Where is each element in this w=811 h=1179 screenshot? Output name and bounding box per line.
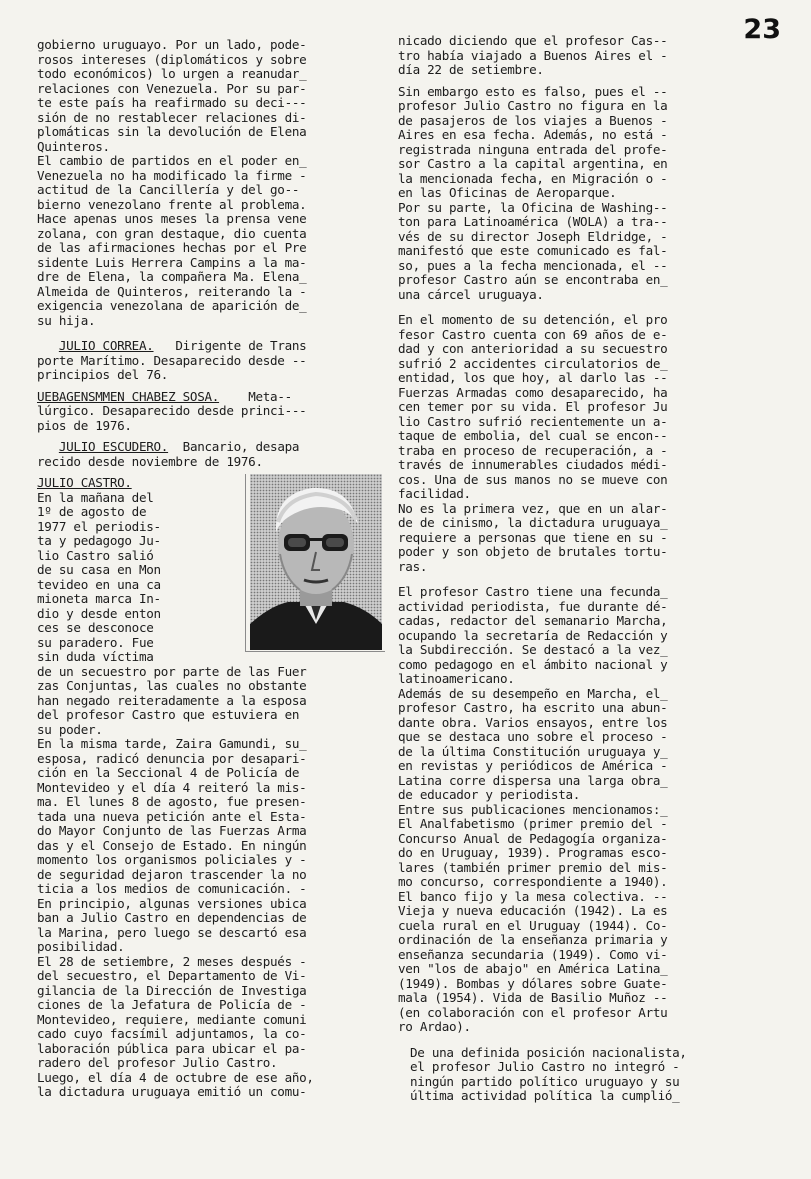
text-line: El 28 de setiembre, 2 meses después -	[37, 953, 307, 969]
text-line: de un secuestro por parte de las Fuer	[37, 663, 307, 679]
correa-name: JULIO CORREA.	[58, 338, 154, 353]
text-line: del secuestro, el Departamento de Vi-	[37, 968, 307, 983]
text-line: Por su parte, la Oficina de Washing--	[398, 199, 668, 215]
text-line: En principio, algunas versiones ubica	[37, 895, 307, 911]
text-line: Quinteros.	[37, 138, 110, 154]
text-line: profesor Castro aún se encontraba en_	[398, 272, 668, 287]
text-line: momento los organismos policiales y -	[37, 852, 307, 867]
text-line: mo concurso, correspondiente a 1940).	[398, 874, 668, 889]
text-line: dio y desde enton	[37, 605, 161, 621]
text-line: zolana, con gran destaque, dio cuenta	[37, 225, 307, 241]
text-line: ordinación de la enseñanza primaria y	[398, 932, 668, 947]
text-line: de la última Constitución uruguaya y_	[398, 743, 668, 759]
text-line: cen temer por su vida. El profesor Ju	[398, 399, 668, 414]
text-line: El Analfabetismo (primer premio del -	[398, 816, 668, 831]
text-line: posibilidad.	[37, 939, 125, 954]
text-line: de su casa en Mon	[37, 562, 161, 577]
text-line: El profesor Castro tiene una fecunda_	[398, 584, 668, 599]
text-line: Hace apenas unos meses la prensa vene	[37, 211, 307, 226]
text-line: ton para Latinoamérica (WOLA) a tra--	[398, 214, 668, 229]
text-line: en revistas y periódicos de América -	[398, 758, 668, 773]
text-line: en las Oficinas de Aeroparque.	[398, 185, 617, 200]
text-line: Almeida de Quinteros, reiterando la -	[37, 283, 307, 299]
escudero-line-1-text: Bancario, desapa	[182, 439, 300, 454]
text-line: de educador y periodista.	[398, 787, 581, 802]
text-line: gobierno uruguayo. Por un lado, pode-	[37, 37, 307, 52]
misma-tarde-paragraph	[37, 737, 385, 955]
text-line: sufrió 2 accidentes circulatorios de_	[398, 355, 668, 371]
text-line: Entre sus publicaciones mencionamos:_	[398, 801, 668, 817]
correa-line-2: porte Marítimo. Desaparecido desde --	[37, 352, 307, 368]
text-line: No es la primera vez, que en un alar-	[398, 500, 668, 516]
text-line: cado cuyo facsímil adjuntamos, la co-	[37, 1026, 307, 1041]
text-line: rosos intereses (diplomáticos y sobre	[37, 51, 307, 67]
text-line: la Marina, pero luego se descartó esa	[37, 924, 307, 940]
text-line: la dictadura uruguaya emitió un comu-	[37, 1084, 307, 1099]
escudero-line-2: recido desde noviembre de 1976.	[37, 453, 263, 469]
escudero-entry	[37, 440, 385, 469]
text-line: sin duda víctima	[37, 649, 154, 664]
text-line: de de cinismo, la dictadura uruguaya_	[398, 515, 668, 530]
text-line: ces se desconoce	[37, 620, 154, 635]
marcha-paragraph	[398, 687, 750, 803]
falso-paragraph	[398, 85, 750, 201]
fecunda-paragraph	[398, 585, 750, 687]
text-line: ro Ardao).	[398, 1019, 471, 1034]
text-line: En la misma tarde, Zaira Gamundi, su_	[37, 736, 307, 751]
text-line: Vieja y nueva educación (1942). La es	[398, 903, 668, 918]
cinismo-paragraph	[398, 502, 750, 575]
text-line: Sin embargo esto es falso, pues el --	[398, 83, 668, 99]
text-line: En el momento de su detención, el pro	[398, 312, 668, 327]
text-line: registrada ninguna entrada del profe-	[398, 141, 668, 157]
text-line: Venezuela no ha modificado la firme -	[37, 167, 307, 183]
castro-wide-text	[37, 665, 385, 738]
text-line: tada una nueva petición ante el Esta-	[37, 808, 307, 824]
text-line: la mencionada fecha, en Migración o -	[398, 170, 668, 186]
text-line: como pedagogo en el ámbito nacional y	[398, 656, 668, 672]
correa-entry	[37, 339, 385, 383]
text-line: de las afirmaciones hechas por el Pre	[37, 240, 307, 255]
text-line: del profesor Castro que estuviera en	[37, 707, 300, 722]
text-line: lares (también primer premio del mis-	[398, 859, 668, 875]
text-line: ras.	[398, 558, 428, 574]
text-line: ban a Julio Castro en dependencias de	[37, 910, 307, 925]
text-line: cadas, redactor del semanario Marcha,	[398, 613, 668, 628]
text-line: el profesor Julio Castro no integró -	[410, 1059, 680, 1074]
text-line: ta y pedagogo Ju-	[37, 533, 161, 548]
text-line: actitud de la Cancillería y del go--	[37, 182, 300, 197]
text-line: dante obra. Varios ensayos, entre los	[398, 714, 668, 730]
text-line: día 22 de setiembre.	[398, 62, 544, 77]
text-line: do Mayor Conjunto de las Fuerzas Arma	[37, 823, 307, 838]
correa-line-3: principios del 76.	[37, 367, 169, 382]
text-line: 1977 el periodis-	[37, 518, 161, 534]
text-line: bierno venezolano frente al problema.	[37, 196, 307, 212]
text-line: dad y con anterioridad a su secuestro	[398, 341, 668, 356]
text-line: esposa, radicó denuncia por desapari-	[37, 750, 307, 766]
text-line: Fuerzas Armadas como desaparecido, ha	[398, 384, 668, 400]
text-line: profesor Castro, ha escrito una abun-	[398, 700, 668, 715]
chabez-line-1-text: Meta--	[248, 388, 292, 404]
text-line: su poder.	[37, 721, 103, 737]
left-column	[37, 38, 385, 1100]
text-line: la Subdirección. Se destacó a la vez_	[398, 642, 668, 657]
detencion-paragraph	[398, 313, 750, 502]
text-line: (en colaboración con el profesor Artu	[398, 1004, 668, 1020]
chabez-line-2: lúrgico. Desaparecido desde princi---	[37, 403, 307, 418]
text-line: vés de su director Joseph Eldridge, -	[398, 228, 668, 244]
text-line: 1º de agosto de	[37, 504, 147, 519]
escudero-name: JULIO ESCUDERO.	[58, 439, 169, 454]
text-line: entidad, los que hoy, al darlo las --	[398, 370, 668, 385]
text-line: Luego, el día 4 de octubre de ese año,	[37, 1069, 314, 1085]
text-line: lio Castro sufrió recientemente un a-	[398, 413, 668, 429]
text-line: sor Castro a la capital argentina, en	[398, 156, 668, 171]
text-line: profesor Julio Castro no figura en la	[398, 98, 668, 113]
text-line: traba en proceso de recuperación, a -	[398, 442, 668, 458]
intro-paragraph	[37, 38, 385, 154]
text-line: dre de Elena, la compañera Ma. Elena_	[37, 269, 307, 284]
text-line: De una definida posición nacionalista,	[410, 1044, 687, 1060]
text-line: ción en la Seccional 4 de Policía de	[37, 765, 300, 780]
wola-paragraph	[398, 201, 750, 303]
chabez-line-3: pios de 1976.	[37, 417, 132, 433]
septiembre-paragraph	[37, 955, 385, 1100]
text-line: manifestó que este comunicado es fal-	[398, 243, 668, 258]
text-line: El banco fijo y la mesa colectiva. --	[398, 888, 668, 904]
text-line: relaciones con Venezuela. Por su par-	[37, 80, 307, 96]
text-line: taque de embolia, del cual se encon--	[398, 428, 668, 443]
text-line: mala (1954). Vida de Basilio Muñoz --	[398, 990, 668, 1005]
text-line: radero del profesor Julio Castro.	[37, 1055, 278, 1070]
text-line: su paradero. Fue	[37, 634, 154, 650]
text-line: han negado reiteradamente a la esposa	[37, 692, 307, 708]
text-line: su hija.	[37, 312, 96, 328]
text-line: poder y son objeto de brutales tortu-	[398, 544, 668, 559]
text-line: tro había viajado a Buenos Aires el -	[398, 47, 668, 63]
text-line: ma. El lunes 8 de agosto, fue presen-	[37, 794, 307, 809]
text-line: sidente Luis Herrera Campins a la ma-	[37, 254, 307, 270]
text-line: de seguridad dejaron trascender la no	[37, 866, 307, 882]
text-line: tevideo en una ca	[37, 576, 161, 592]
text-line: cos. Una de sus manos no se mueve con	[398, 471, 668, 487]
text-line: exigencia venezolana de aparición de_	[37, 298, 307, 313]
text-line: una cárcel uruguaya.	[398, 286, 544, 302]
text-line: plomáticas sin la devolución de Elena	[37, 124, 307, 139]
portrait-illustration	[250, 474, 382, 650]
text-line: que se destaca uno sobre el proceso -	[398, 729, 668, 744]
right-column	[398, 34, 750, 1104]
text-line: laboración pública para ubicar el pa-	[37, 1040, 307, 1056]
text-line: fesor Castro cuenta con 69 años de e-	[398, 326, 668, 342]
text-line: Montevideo, requiere, mediante comuni	[37, 1011, 307, 1027]
castro-name: JULIO CASTRO.	[37, 475, 132, 490]
text-line: Latina corre dispersa una larga obra_	[398, 772, 668, 788]
text-line: gilancia de la Dirección de Investiga	[37, 982, 307, 998]
chabez-name: UEBAGENSMMEN CHABEZ SOSA.	[37, 388, 220, 404]
text-line: enseñanza secundaria (1949). Como vi-	[398, 946, 668, 962]
text-line: lio Castro salió	[37, 547, 154, 563]
text-line: do en Uruguay, 1939). Programas esco-	[398, 845, 668, 860]
text-line: actividad periodista, fue durante dé-	[398, 598, 668, 614]
text-line: requiere a personas que tiene en su -	[398, 529, 668, 545]
correa-line-1	[37, 339, 385, 354]
chabez-entry	[37, 390, 385, 434]
text-line: (1949). Bombas y dólares sobre Guate-	[398, 975, 668, 991]
text-line: ciones de la Jefatura de Policía de -	[37, 997, 307, 1012]
venezuela-paragraph	[37, 154, 385, 328]
text-line: das y el Consejo de Estado. En ningún	[37, 837, 307, 853]
text-line: ticia a los medios de comunicación. -	[37, 881, 307, 896]
chabez-line-1	[37, 390, 385, 405]
text-line: facilidad.	[398, 486, 471, 501]
text-line: Montevideo y el día 4 reiteró la mis-	[37, 779, 307, 795]
text-line: zas Conjuntas, las cuales no obstante	[37, 678, 307, 693]
text-line: ocupando la secretaría de Redacción y	[398, 627, 668, 643]
text-line: Además de su desempeño en Marcha, el_	[398, 685, 668, 701]
text-line: so, pues a la fecha mencionada, el --	[398, 257, 668, 273]
text-line: ningún partido político uruguayo y su	[410, 1073, 680, 1089]
text-line: todo económicos) lo urgen a reanudar_	[37, 66, 307, 81]
text-line: te este país ha reafirmado su deci---	[37, 95, 307, 110]
text-line: cuela rural en el Uruguay (1944). Co-	[398, 917, 668, 933]
comunicado-paragraph	[398, 34, 750, 78]
text-line: última actividad política la cumplió_	[410, 1088, 680, 1103]
escudero-line-1	[37, 440, 385, 455]
text-line: ven "los de abajo" en América Latina_	[398, 961, 668, 976]
text-line: nicado diciendo que el profesor Cas--	[398, 33, 668, 48]
publicaciones-paragraph	[398, 803, 750, 1035]
text-line: través de innumerables ciudados médi-	[398, 457, 668, 472]
text-line: El cambio de partidos en el poder en_	[37, 153, 307, 168]
text-line: Concurso Anual de Pedagogía organiza-	[398, 830, 668, 846]
text-line: Aires en esa fecha. Además, no está -	[398, 127, 668, 142]
julio-castro-photo	[245, 474, 385, 652]
correa-line-1-text: Dirigente de Trans	[175, 338, 307, 353]
text-line: sión de no restablecer relaciones di-	[37, 109, 307, 125]
text-line: latinoamericano.	[398, 671, 515, 686]
text-line: En la mañana del	[37, 489, 154, 505]
posicion-paragraph	[398, 1046, 750, 1104]
text-line: de pasajeros de los viajes a Buenos -	[398, 112, 668, 128]
text-line: mioneta marca In-	[37, 591, 161, 606]
castro-entry	[37, 476, 385, 737]
page-number: 23	[743, 14, 781, 45]
